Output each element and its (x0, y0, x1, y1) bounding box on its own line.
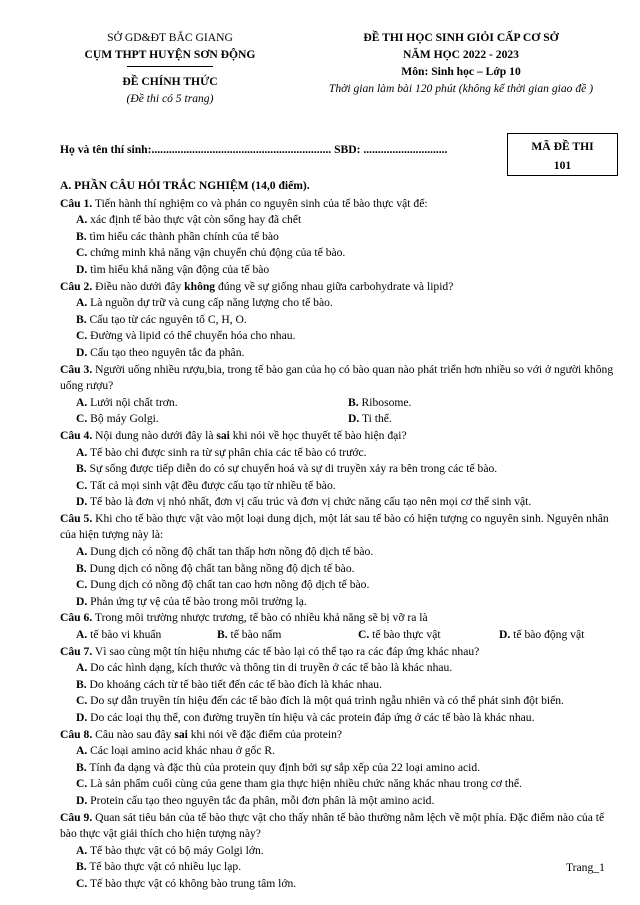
option-text: tế bào vi khuẩn (87, 628, 162, 642)
page-number: Trang_1 (566, 861, 605, 874)
option (217, 627, 358, 644)
question-text: khi nói về đặc điểm của protein? (187, 727, 343, 741)
option-text: Dung dịch có nồng độ chất tan bằng nồng độ dịch tế bào. (86, 561, 355, 575)
question-8 (60, 727, 620, 744)
option-text: Tế bào thực vật có không bào trung tâm lớn. (87, 876, 297, 890)
question-text: Câu nào sau đây (92, 727, 175, 741)
option-text: Lưới nội chất trơn. (87, 395, 178, 409)
option-row (60, 411, 620, 428)
option-key: D. (348, 412, 360, 426)
exam-code-box (507, 133, 618, 176)
option (76, 627, 217, 644)
option (60, 843, 620, 860)
option-key: C. (76, 329, 88, 343)
header-right (296, 29, 626, 97)
option-key: D. (76, 345, 88, 359)
question-text: Người uống nhiều rượu,bia, trong tế bào gan của họ có bào quan nào phát triển hơn nhiều so với ở người không uống rượu? (60, 362, 614, 393)
option-text: Các loại amino acid khác nhau ở gốc R. (87, 744, 275, 758)
option-row (60, 395, 620, 412)
option-key: A. (76, 395, 88, 409)
option-text: Tính đa dạng và đặc thù của protein quy định bởi sự sắp xếp của 22 loại amino acid. (86, 760, 481, 774)
option-text: Cấu tạo từ các nguyên tố C, H, O. (86, 312, 247, 326)
option-key: B. (76, 677, 87, 691)
option (60, 793, 620, 810)
option-key: A. (76, 628, 88, 642)
option-key: B. (76, 860, 87, 874)
exam-code-value: 101 (553, 159, 572, 172)
question-text: Vì sao cùng một tín hiệu nhưng các tế bào lại có thể tạo ra các đáp ứng khác nhau? (92, 644, 480, 658)
option (60, 328, 620, 345)
option (60, 345, 620, 362)
question-text: Tiến hành thí nghiệm co và phản co nguyên sinh của tế bào thực vật để: (92, 196, 428, 210)
option-text: tìm hiểu khả năng vận động của tế bào (87, 262, 270, 276)
option (60, 212, 620, 229)
option-text: Ti thể. (359, 412, 392, 426)
option-text: Do khoảng cách từ tế bào tiết đến các tế bào đích là khác nhau. (86, 677, 383, 691)
option (60, 478, 620, 495)
option-text: Do các hình dạng, kích thước và thông tin di truyền ở các tế bào là khác nhau. (87, 661, 453, 675)
question-1 (60, 196, 620, 213)
option (60, 262, 620, 279)
option (60, 461, 620, 478)
question-7 (60, 644, 620, 661)
option-key: B. (217, 628, 228, 642)
question-number: Câu 8. (60, 727, 93, 741)
official-label: ĐỀ CHÍNH THỨC (122, 75, 218, 88)
option-text: xác định tế bào thực vật còn sống hay đã chết (87, 213, 302, 227)
question-emphasis: sai (216, 428, 230, 442)
option-text: Dung dịch có nồng độ chất tan cao hơn nồng độ dịch tế bào. (87, 578, 370, 592)
option (60, 660, 620, 677)
question-2 (60, 279, 620, 296)
option (60, 859, 620, 876)
option-text: Là sản phẩm cuối cùng của gene tham gia thực hiện nhiều chức năng khác nhau trong cơ thể. (87, 777, 522, 791)
option-row (60, 627, 620, 644)
option-key: C. (76, 246, 88, 260)
option-text: Là nguồn dự trữ và cung cấp năng lượng cho tế bào. (87, 296, 333, 310)
question-text: Khi cho tế bào thực vật vào một loại dung dịch, một lát sau tế bào có hiện tượng co nguyên sinh. Nguyên nhân của hiện tượng này là: (60, 511, 609, 542)
exam-code-label: MÃ ĐỀ THI (531, 140, 594, 153)
question-emphasis: sai (174, 727, 188, 741)
option-text: tế bào thực vật (369, 628, 441, 642)
option-key: D. (76, 262, 88, 276)
page-count-note: (Đề thi có 5 trang) (126, 92, 214, 105)
option-text: Sự sống được tiếp diễn do có sự chuyển hoá và sự di truyền xảy ra bên trong các tế bào. (86, 462, 498, 476)
question-4 (60, 428, 620, 445)
question-number: Câu 6. (60, 611, 93, 625)
option-text: tế bào động vật (510, 628, 585, 642)
option-key: B. (76, 312, 87, 326)
option (499, 627, 584, 644)
option-key: C. (76, 694, 88, 708)
question-text: đúng về sự giống nhau giữa carbohydrate và lipid? (215, 279, 454, 293)
option-text: chứng minh khả năng vận chuyển chủ động của tế bào. (87, 246, 346, 260)
department: SỞ GD&ĐT BẮC GIANG (107, 31, 233, 44)
option (348, 411, 620, 428)
option-key: C. (76, 777, 88, 791)
option-key: B. (348, 395, 359, 409)
question-number: Câu 5. (60, 511, 93, 525)
option (60, 494, 620, 511)
question-text: Trong môi trường nhược trương, tế bào có nhiều khả năng sẽ bị vỡ ra là (92, 611, 428, 625)
option-key: D. (76, 793, 88, 807)
option-key: C. (76, 876, 88, 890)
question-3 (60, 362, 620, 395)
question-number: Câu 4. (60, 428, 93, 442)
option-text: Cấu tạo theo nguyên tắc đa phân. (87, 345, 245, 359)
option (60, 760, 620, 777)
question-5 (60, 511, 620, 544)
option-key: A. (76, 661, 88, 675)
option-text: Đường và lipid có thể chuyển hóa cho nhau. (87, 329, 296, 343)
option (60, 245, 620, 262)
option (60, 710, 620, 727)
option-text: Tế bào chỉ được sinh ra từ sự phân chia các tế bào có trước. (87, 445, 367, 459)
option (60, 594, 620, 611)
option (60, 544, 620, 561)
option-text: Phản ứng tự vệ của tế bào trong môi trường lạ. (87, 594, 307, 608)
question-number: Câu 3. (60, 362, 93, 376)
time-allowed: Thời gian làm bài 120 phút (không kể thời gian giao đề ) (328, 82, 594, 95)
question-text: Nội dung nào dưới đây là (92, 428, 217, 442)
option (76, 411, 348, 428)
option (348, 395, 620, 412)
option-key: D. (76, 594, 88, 608)
option-text: Protein cấu tạo theo nguyên tắc đa phân, mỗi đơn phân là một amino acid. (87, 793, 435, 807)
question-number: Câu 2. (60, 279, 93, 293)
option (60, 876, 620, 893)
header-divider (127, 66, 213, 67)
option (60, 693, 620, 710)
option-key: C. (76, 412, 88, 426)
option-text: Ribosome. (358, 395, 412, 409)
option (60, 776, 620, 793)
option (60, 295, 620, 312)
option (60, 743, 620, 760)
section-heading: A. PHẦN CÂU HỎI TRẮC NGHIỆM (14,0 điểm). (60, 179, 310, 192)
option (60, 312, 620, 329)
student-info-line: Họ và tên thí sinh:.............................................................. SBD: ............................. (60, 143, 448, 156)
question-number: Câu 1. (60, 196, 93, 210)
option-key: D. (76, 495, 88, 509)
option-key: A. (76, 213, 88, 227)
option (76, 395, 348, 412)
option-key: A. (76, 545, 88, 559)
option-key: A. (76, 296, 88, 310)
option-key: D. (76, 711, 88, 724)
option-key: D. (499, 628, 511, 642)
question-emphasis: không (184, 279, 216, 293)
option-text: Tế bào thực vật có bộ máy Golgi lớn. (87, 843, 264, 857)
option-key: B. (76, 760, 87, 774)
option-key: B. (76, 561, 87, 575)
option-text: Tế bào thực vật có nhiều lục lạp. (86, 860, 242, 874)
exam-content (60, 178, 620, 893)
option (60, 561, 620, 578)
option-text: Do các loại thụ thể, con đường truyền tín hiệu và các protein đáp ứng ở các tế bào là khác nhau. (87, 711, 535, 724)
option-text: Tất cả mọi sinh vật đều được cấu tạo từ nhiều tế bào. (87, 478, 336, 492)
option-key: A. (76, 445, 88, 459)
option-key: A. (76, 843, 88, 857)
option (358, 627, 499, 644)
option-key: B. (76, 229, 87, 243)
option-text: Tế bào là đơn vị nhỏ nhất, đơn vị cấu trúc và đơn vị chức năng cấu tạo nên mọi cơ thể sinh vật. (87, 495, 532, 509)
question-6 (60, 610, 620, 627)
option-text: Do sự dẫn truyền tín hiệu đến các tế bào đích là một quá trình ngẫu nhiên và có thể phát sinh đột biến. (87, 694, 564, 708)
question-text: khi nói về học thuyết tế bào hiện đại? (229, 428, 407, 442)
question-number: Câu 9. (60, 810, 93, 824)
exam-title: ĐỀ THI HỌC SINH GIỎI CẤP CƠ SỞ (363, 31, 559, 44)
header-left (50, 29, 290, 107)
option-key: C. (76, 478, 88, 492)
school-cluster: CỤM THPT HUYỆN SƠN ĐỘNG (84, 48, 256, 61)
option (60, 445, 620, 462)
subject: Môn: Sinh học – Lớp 10 (401, 65, 521, 78)
question-number: Câu 7. (60, 644, 93, 658)
option-text: tìm hiểu các thành phần chính của tế bào (86, 229, 279, 243)
option (60, 229, 620, 246)
option-text: tế bào nấm (227, 628, 282, 642)
question-text: Quan sát tiêu bản của tế bào thực vật cho thấy nhân tế bào thường nằm lệch về một phía. Đặc điểm nào của tế bào thực vật giải thích cho hiện tượng này? (60, 810, 605, 841)
option-key: C. (76, 578, 88, 592)
option-key: B. (76, 462, 87, 476)
option-key: A. (76, 744, 88, 758)
option-key: C. (358, 628, 370, 642)
question-text: Điều nào dưới đây (92, 279, 185, 293)
school-year: NĂM HỌC 2022 - 2023 (403, 48, 519, 61)
option-text: Dung dịch có nồng độ chất tan thấp hơn nồng độ dịch tế bào. (87, 545, 374, 559)
question-9 (60, 810, 620, 843)
option-text: Bộ máy Golgi. (87, 412, 159, 426)
option (60, 577, 620, 594)
option (60, 677, 620, 694)
